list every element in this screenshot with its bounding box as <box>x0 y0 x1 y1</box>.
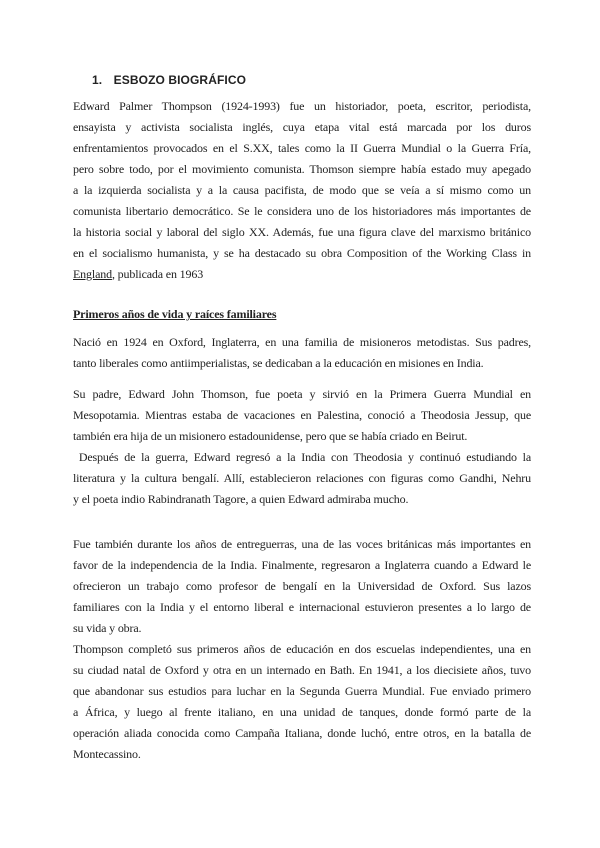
section-number: 1. <box>92 73 103 87</box>
paragraph-line: también era hija de un misionero estadounidense, pero que se había criado en Beirut. <box>73 429 468 443</box>
subheading: Primeros años de vida y raíces familiares <box>73 307 277 321</box>
paragraph-line: tanto liberales como antiimperialistas, se dedicaban a la educación en misiones en India. <box>73 356 484 370</box>
intro-line: en el socialismo humanista, y se ha destacado su obra Composition of the Working Class in <box>73 246 531 260</box>
intro-line-last <box>73 264 531 285</box>
paragraph-line: Después de la guerra, Edward regresó a la India con Theodosia y continuó estudiando la <box>73 450 531 464</box>
paragraph-line: a África, y luego al frente italiano, en una unidad de tanques, donde formó parte de la <box>73 705 531 719</box>
paragraph-line: familiares con la India y el entorno liberal e internacional estuvieron presentes a lo largo de <box>73 600 531 614</box>
intro-last-rest: , publicada en 1963 <box>111 267 204 281</box>
paragraph-line: operación aliada conocida como Campaña Italiana, donde luchó, entre otros, en la batalla de <box>73 726 531 740</box>
paragraph-line: favor de la independencia de la India. Finalmente, regresaron a Inglaterra cuando a Edward le <box>73 558 531 572</box>
paragraph-line: Mesopotamia. Mientras estaba de vacaciones en Palestina, conoció a Theodosia Jessup, que <box>73 408 531 422</box>
paragraph-line: su ciudad natal de Oxford y otra en un internado en Bath. En 1941, a los diecisiete años, tuvo <box>73 663 531 677</box>
paragraph-line: Fue también durante los años de entreguerras, una de las voces británicas más importantes en <box>73 537 531 551</box>
paragraph-line: Montecassino. <box>73 747 141 761</box>
paragraph-interwar <box>73 534 531 765</box>
intro-line: ensayista y activista socialista inglés, cuya etapa vital está marcada por los duros <box>73 120 531 134</box>
section-title: ESBOZO BIOGRÁFICO <box>113 73 247 87</box>
intro-line: la historia social y laboral del siglo XX. Además, fue una figura clave del marxismo británico <box>73 225 531 239</box>
paragraph-line: literatura y la cultura bengalí. Allí, establecieron relaciones con figuras como Gandhi, Nehru <box>73 471 531 485</box>
paragraph-line: que abandonar sus estudios para luchar en la Segunda Guerra Mundial. Fue enviado primero <box>73 684 531 698</box>
paragraph-line: ofrecieron un trabajo como profesor de bengalí en la Universidad de Oxford. Sus lazos <box>73 579 531 593</box>
intro-line: a la izquierda socialista y a la causa pacifista, de modo que se veía a sí mismo como un <box>73 183 531 197</box>
paragraph-line: Thompson completó sus primeros años de educación en dos escuelas independientes, una en <box>73 642 531 656</box>
intro-line: enfrentamientos provocados en el S.XX, tales como la II Guerra Mundial o la Guerra Fría, <box>73 141 531 155</box>
intro-line: Edward Palmer Thompson (1924-1993) fue un historiador, poeta, escritor, periodista, <box>73 99 531 113</box>
intro-line: pero sobre todo, por el movimiento comunista. Thomson siempre había estado muy apegado <box>73 162 531 176</box>
paragraph-birth <box>73 332 531 374</box>
intro-line: comunista libertario democrático. Se le considera uno de los historiadores más importantes de <box>73 204 531 218</box>
england-link: England <box>73 267 112 281</box>
paragraph-line: su vida y obra. <box>73 621 142 635</box>
paragraph-father <box>73 384 531 510</box>
paragraph-line: Nació en 1924 en Oxford, Inglaterra, en una familia de misioneros metodistas. Sus padres, <box>73 335 531 349</box>
intro-paragraph <box>73 96 531 285</box>
paragraph-line: Su padre, Edward John Thomson, fue poeta y sirvió en la Primera Guerra Mundial en <box>73 387 531 401</box>
paragraph-line: y el poeta indio Rabindranath Tagore, a quien Edward admiraba mucho. <box>73 492 409 506</box>
section-heading <box>92 73 246 87</box>
